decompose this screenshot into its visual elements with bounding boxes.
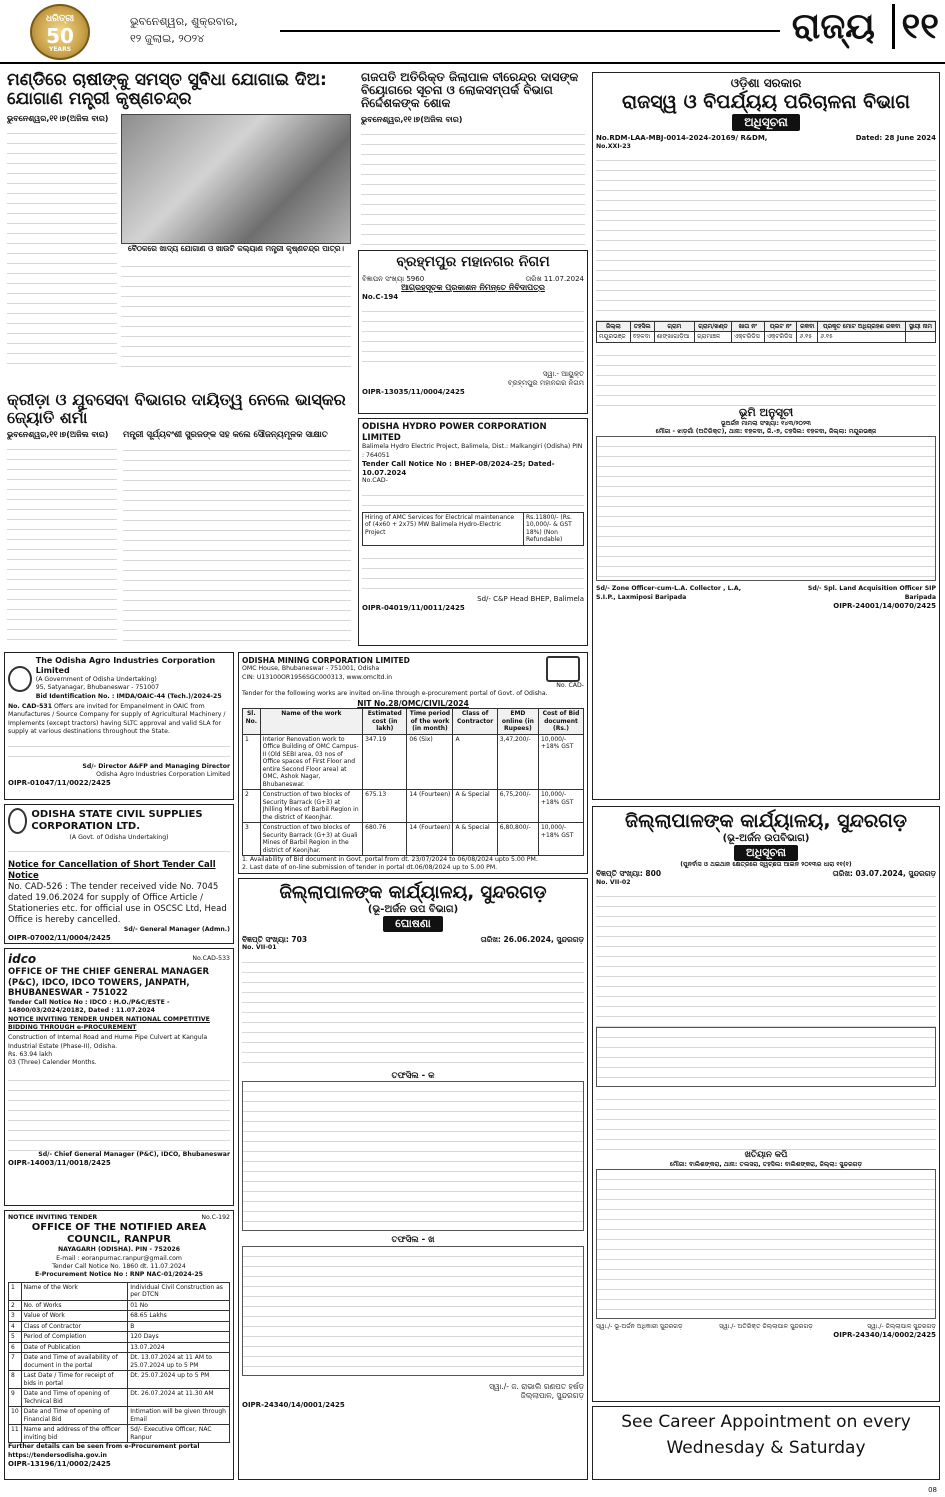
omc-nit: NIT No.28/OMC/CIVIL/2024 bbox=[357, 698, 469, 708]
berhampur-ref: No.C-194 bbox=[362, 293, 399, 302]
story3-subhead: ମନ୍ତ୍ରୀ ସୂର୍ଯ୍ୟବଂଶୀ ସୁରଜଙ୍କ ସହ କଲେ ସୌଜନ୍ୟମୂଳକ ସାକ୍ଷାତ bbox=[123, 430, 328, 441]
omc-cell: 10,000/- +18% GST bbox=[538, 823, 583, 856]
revenue-sign-left: Sd/- Zone Officer-cum-L.A. Collector , L.A, S.I.P., Laxmiposi Baripada bbox=[596, 585, 742, 601]
revenue-date: Dated: 28 June 2024 bbox=[855, 133, 936, 142]
table-row bbox=[243, 734, 584, 790]
story3-body bbox=[7, 440, 117, 645]
story2-dateline: ଭୁବନେଶ୍ୱର,୧୧।୭(ଅଜିଲ ବାର) bbox=[361, 114, 463, 124]
omc-cell: A bbox=[453, 734, 497, 790]
omc-cell: 6,80,800/- bbox=[497, 823, 538, 856]
revenue-col: ପ୍ରକୃତ ମୋଟ ଅଧିଗ୍ରହଣ ରକବା bbox=[818, 321, 906, 332]
ranpur-cell: Period of Completion bbox=[21, 1332, 128, 1343]
story2-body bbox=[361, 125, 585, 245]
footer-page-number: 08 bbox=[928, 1486, 937, 1495]
revenue-banner: ଅଧିସୂଚନା bbox=[732, 114, 800, 131]
oaic-subtitle: (A Government of Odisha Undertaking) bbox=[35, 676, 157, 683]
revenue-code: OIPR-24001/14/0070/2425 bbox=[833, 602, 936, 611]
sundargarh2-body bbox=[596, 887, 936, 1027]
sundargarh2-mouza: ମୌଜା: ବାଲିଶଙ୍କରା, ଥାନା: ତଲସରା, ତହସିଲ: ବାଲିଶଙ୍କରା, ଜିଲ୍ଲା: ସୁନ୍ଦରଗଡ଼ bbox=[669, 1160, 863, 1168]
omc-col-sl: Sl. No. bbox=[243, 709, 261, 735]
ranpur-cell: 11 bbox=[9, 1425, 22, 1443]
sundargarh1-date: ତାରିଖ: 26.06.2024, ସୁନ୍ଦରଗଡ଼ bbox=[480, 934, 584, 944]
berhampur-signatory: ସ୍ୱା.- ଆୟୁକ୍ତ bbox=[542, 370, 584, 378]
omc-cell: 10,000/- +18% GST bbox=[538, 734, 583, 790]
omc-cell: 1 bbox=[243, 734, 261, 790]
berhampur-notice-no: ବିଜ୍ଞାପନ ସଂଖ୍ୟା 5960 bbox=[362, 274, 425, 283]
revenue-body bbox=[596, 151, 936, 321]
sundargarh1-banner: ଘୋଷଣା bbox=[383, 916, 443, 932]
omc-cell: A & Special bbox=[453, 790, 497, 823]
sundargarh1-notice-no: ବିଜ୍ଞପ୍ତି ସଂଖ୍ୟା: 703 bbox=[242, 934, 308, 944]
ranpur-cell: 10 bbox=[9, 1407, 22, 1425]
table-row bbox=[9, 1311, 230, 1322]
omc-col-period: Time period of the work (in month) bbox=[407, 709, 453, 735]
ohpc-work: Hiring of AMC Services for Electrical maintenance of (4x60 + 2x75) MW Balimela Hydro-Electric Project bbox=[363, 512, 524, 545]
ranpur-cell: Date and Time of opening of Technical Bid bbox=[21, 1389, 128, 1407]
revenue-col: ସ୍ଥାୟୀ ନାମ bbox=[906, 321, 936, 332]
story2-headline: ଗଜପତି ଅତିରିକ୍ତ ଜିଲାପାଳ ବୀରେନ୍ଦ୍ର ଦାସଙ୍କ ବିୟୋଗରେ ସୂଚନା ଓ ଲୋକସମ୍ପର୍କ ବିଭାଗ ନିର୍ଦ୍ଦେଶକଙ୍କ ଶୋକ bbox=[361, 70, 579, 111]
ranpur-cell: Dt. 25.07.2024 up to 5 PM bbox=[128, 1371, 230, 1389]
omc-note: 2. Last date of on-line submission of tender in portal dt.06/08/2024 up to 5.00 PM. bbox=[242, 864, 498, 872]
sundargarh1-subtitle: (ଭୂ-ଅର୍ଜନ ଉପ ବିଭାଗ) bbox=[367, 903, 459, 915]
omc-col-emd: EMD online (in Rupees) bbox=[497, 709, 538, 735]
ranpur-cell: No. of Works bbox=[21, 1300, 128, 1311]
story3-dateline: ଭୁବନେଶ୍ୱର,୧୧।୭(ଅଜିଲ ବାର) bbox=[7, 430, 109, 440]
omc-tender-line: Tender for the following works are invited on-line through e-procurement portal of Govt. of Odisha. bbox=[242, 690, 548, 698]
revenue-cell: ୬.୧୫ bbox=[797, 332, 818, 343]
revenue-cell bbox=[906, 332, 936, 343]
revenue-col: ଜିଲ୍ଲା bbox=[597, 321, 631, 332]
logo-text: ଧରିତ୍ରୀ bbox=[45, 14, 75, 24]
revenue-col: ଖାତା ନଂ bbox=[731, 321, 764, 332]
omc-col-doc-cost: Cost of Bid document (Rs.) bbox=[538, 709, 583, 735]
ad-ranpur bbox=[4, 1210, 234, 1480]
story1-body bbox=[7, 124, 117, 364]
ranpur-cell: 3 bbox=[9, 1311, 22, 1322]
ranpur-cell: 9 bbox=[9, 1389, 22, 1407]
sundargarh2-body-cont bbox=[596, 1090, 936, 1150]
revenue-title: ରାଜସ୍ୱ ଓ ବିପର୍ଯ୍ୟୟ ପରିଚାଳନା ବିଭାଗ bbox=[622, 91, 910, 113]
oscsc-logo-icon bbox=[8, 808, 27, 834]
idco-ref: No.CAD-533 bbox=[192, 955, 230, 963]
berhampur-signatory-org: ବ୍ରହ୍ମପୁର ମହାନଗର ନିଗମ bbox=[507, 378, 584, 387]
ranpur-district: NAYAGARH (ODISHA). PIN - 752026 bbox=[57, 1246, 181, 1254]
ranpur-cell: Dt. 26.07.2024 at 11.30 AM bbox=[128, 1389, 230, 1407]
ranpur-cell: 13.07.2024 bbox=[128, 1342, 230, 1353]
sundargarh2-ref: No. VII-02 bbox=[596, 878, 631, 886]
ranpur-cell: Name and address of the officer inviting bid bbox=[21, 1425, 128, 1443]
story1-photo bbox=[121, 114, 351, 244]
ad-omc bbox=[238, 652, 588, 874]
ranpur-cell: 4 bbox=[9, 1321, 22, 1332]
table-row bbox=[9, 1342, 230, 1353]
ad-ohpc bbox=[358, 418, 588, 646]
idco-logo-icon: idco bbox=[8, 952, 37, 966]
omc-col-work: Name of the work bbox=[260, 709, 363, 735]
ranpur-cell: Dt. 13.07.2024 at 11 AM to 25.07.2024 up to 5 PM bbox=[128, 1353, 230, 1371]
sundargarh2-banner: ଅଧିସୂଚନା bbox=[734, 845, 798, 861]
berhampur-subject: ଆଗ୍ରହସୂଚକ ପ୍ରକାଶନ ନିମନ୍ତେ ନିବିଦାପତ୍ର bbox=[401, 283, 545, 293]
ohpc-title: ODISHA HYDRO POWER CORPORATION LIMITED bbox=[362, 422, 547, 443]
ranpur-cell: B bbox=[128, 1321, 230, 1332]
sundargarh1-schedule-a-table bbox=[242, 1081, 584, 1231]
table-row bbox=[9, 1321, 230, 1332]
ad-idco bbox=[4, 948, 234, 1206]
ranpur-cell: 1 bbox=[9, 1282, 22, 1300]
revenue-cell: ଏକ୍ଟରିଡିସ bbox=[731, 332, 764, 343]
sundargarh2-code: OIPR-24340/14/0002/2425 bbox=[833, 1331, 936, 1340]
sundargarh1-title: ଜିଲ୍ଲାପାଳଙ୍କ କାର୍ଯ୍ୟାଳୟ, ସୁନ୍ଦରଗଡ଼ bbox=[279, 882, 547, 903]
berhampur-body bbox=[362, 302, 584, 370]
story-farmers-mandi bbox=[4, 68, 354, 384]
ohpc-sign: Sd/- C&P Head BHEP, Balimela bbox=[477, 594, 584, 603]
omc-table bbox=[242, 708, 584, 856]
idco-title: OFFICE OF THE CHIEF GENERAL MANAGER (P&C), IDCO, IDCO TOWERS, JANPATH, BHUBANESWAR - 751022 bbox=[8, 967, 210, 999]
oscsc-contact bbox=[8, 842, 230, 860]
sundargarh2-sign1: ସ୍ୱା./- ଭୂ-ଅର୍ଜନ ଅଧିକାରୀ ସୁନ୍ଦରଗଡ଼ bbox=[596, 1323, 683, 1331]
dateline-date: ୧୨ ଜୁଲାଇ, ୨୦୨୪ bbox=[130, 31, 205, 45]
ranpur-email: E-mail : eoranpurnac.ranpur@gmail.com bbox=[56, 1254, 182, 1262]
sundargarh2-date: ତାରିଖ: 03.07.2024, ସୁନ୍ଦରଗଡ଼ bbox=[832, 869, 936, 879]
omc-cell: 3 bbox=[243, 823, 261, 856]
oaic-body: Offers are invited for Empanelment in OAIC from Manufactures / Source Company for supply of Agricultural Machinery / Implements (except tractors) having SLTC approval and valid SLA for supply at various destinations throughout the State. bbox=[8, 703, 226, 736]
omc-cell: 2 bbox=[243, 790, 261, 823]
oaic-body-cont bbox=[8, 737, 230, 763]
table-row bbox=[9, 1371, 230, 1389]
page-number: ୧୧ bbox=[892, 4, 939, 49]
table-row bbox=[9, 1389, 230, 1407]
ranpur-cell: Sd/- Executive Officer, NAC Ranpur bbox=[128, 1425, 230, 1443]
revenue-sign-right: Sd/- Spl. Land Acquisition Officer SIP Baripada bbox=[807, 585, 936, 601]
sundargarh2-sign2: ସ୍ୱା./- ଅତିରିକ୍ତ ଜିଲ୍ଲାପାଳ ସୁନ୍ଦରଗଡ଼ bbox=[719, 1323, 813, 1331]
revenue-mouza: ମୌଜା - ଝାଡ଼ଗାଁ (ଅତିରିକ୍ତ), ଥାନା: ବହଳଦା, ଜି.-୭, ତହସିଲ: ବହଳଦା, ଜିଲ୍ଲା: ମୟୂରଭଞ୍ଜ bbox=[655, 428, 877, 436]
ranpur-ref: No.C-192 bbox=[201, 1214, 230, 1221]
omc-cell: Construction of two blocks of Security Barrack (G+3) at Jhilling Mines of Barbil Region in the district of Keonjhar. bbox=[260, 790, 363, 823]
revenue-table bbox=[596, 321, 936, 343]
ranpur-cell: Last Date / Time for receipt of bids in portal bbox=[21, 1371, 128, 1389]
masthead bbox=[0, 0, 945, 64]
table-row bbox=[9, 1425, 230, 1443]
ohpc-notice: Tender Call Notice No : BHEP-08/2024-25; Dated-10.07.2024 bbox=[362, 459, 555, 477]
ranpur-cell: 8 bbox=[9, 1371, 22, 1389]
story1-body-cont bbox=[121, 257, 351, 369]
ohpc-code: OIPR-04019/11/0011/2425 bbox=[362, 603, 465, 612]
ranpur-cell: Intimation will be given through Email bbox=[128, 1407, 230, 1425]
omc-cell: Construction of two blocks of Security Barrack (G+3) at Guali Mines of Barbil Region in the district of Keonjhar. bbox=[260, 823, 363, 856]
ranpur-cell: Date and Time of availability of document in the portal bbox=[21, 1353, 128, 1371]
oscsc-sign: Sd/- General Manager (Admn.) bbox=[123, 925, 230, 933]
omc-col-cost: Estimated cost (in lakh) bbox=[363, 709, 407, 735]
ranpur-cell: 120 Days bbox=[128, 1332, 230, 1343]
revenue-cell: ଗ୍ରାମାଞ୍ଚଳ bbox=[695, 332, 732, 343]
ranpur-table bbox=[8, 1282, 230, 1444]
oaic-sign-org: Odisha Agro Industries Corporation Limited bbox=[96, 770, 230, 778]
table-row bbox=[9, 1282, 230, 1300]
omc-cell: 14 (Fourteen) bbox=[407, 790, 453, 823]
career-line2: Wednesday & Saturday bbox=[666, 1437, 866, 1458]
ranpur-cell: Class of Contractor bbox=[21, 1321, 128, 1332]
logo-number: 50 bbox=[46, 24, 74, 48]
idco-sign: Sd/- Chief General Manager (P&C), IDCO, Bhubaneswar bbox=[38, 1150, 230, 1158]
table-row bbox=[9, 1407, 230, 1425]
table-row bbox=[597, 332, 936, 343]
oscsc-code: OIPR-07002/11/0004/2425 bbox=[8, 934, 111, 943]
story1-headline: ମଣ୍ଡିରେ ଚାଷୀଙ୍କୁ ସମସ୍ତ ସୁବିଧା ଯୋଗାଇ ଦିଅ: ଯୋଗାଣ ମନ୍ତ୍ରୀ କୃଷ୍ଣଚନ୍ଦ୍ର bbox=[7, 70, 327, 109]
career-line1: See Career Appointment on every bbox=[621, 1412, 911, 1432]
idco-cost: Rs. 63.94 lakh bbox=[8, 1051, 53, 1059]
omc-title: ODISHA MINING CORPORATION LIMITED bbox=[242, 656, 410, 665]
omc-ref: No. CAD- bbox=[556, 682, 584, 689]
sundargarh1-schedule-b: ତଫସିଲ - ଖ bbox=[391, 1235, 435, 1246]
ranpur-code: OIPR-13196/11/0002/2425 bbox=[8, 1460, 111, 1469]
oaic-ref: No. CAD-531 bbox=[8, 703, 52, 711]
revenue-col: ତହସିଲ bbox=[630, 321, 654, 332]
berhampur-date: ତାରିଖ 11.07.2024 bbox=[525, 274, 584, 283]
table-row bbox=[9, 1332, 230, 1343]
oaic-bid-id: Bid Identification No. : IMDA/OAIC-44 (Tech.)/2024-25 bbox=[35, 692, 222, 700]
sundargarh2-khatian: ଖତିୟାନ କପି bbox=[744, 1150, 788, 1161]
revenue-col: ଗ୍ରାମ bbox=[654, 321, 694, 332]
newspaper-logo bbox=[30, 4, 90, 60]
revenue-annex-table bbox=[596, 436, 936, 581]
sundargarh2-notice-no: ବିଜ୍ଞପ୍ତି ସଂଖ୍ୟା: 800 bbox=[596, 869, 662, 879]
sundargarh1-code: OIPR-24340/14/0001/2425 bbox=[242, 1400, 345, 1409]
story-gajapati-condolence bbox=[358, 68, 588, 246]
oscsc-subtitle: (A Govt. of Odisha Undertaking) bbox=[69, 834, 169, 841]
table-row bbox=[9, 1300, 230, 1311]
oscsc-title: ODISHA STATE CIVIL SUPPLIES CORPORATION LTD. bbox=[31, 808, 203, 832]
ranpur-footer: Further details can be seen from e-Procurement portal https://tendersodisha.gov.in bbox=[8, 1443, 200, 1459]
omc-cell: 06 (Six) bbox=[407, 734, 453, 790]
ranpur-cell: 5 bbox=[9, 1332, 22, 1343]
idco-work: Construction of Internal Road and Hume Pipe Culvert at Kangula Industrial Estate (Phase-II), Odisha. bbox=[8, 1034, 208, 1050]
career-box bbox=[592, 1406, 940, 1480]
ohpc-address: Balimela Hydro Electric Project, Balimela, Dist.: Malkangiri (Odisha) PIN : 764051 bbox=[362, 443, 583, 459]
sundargarh1-body bbox=[242, 953, 584, 1071]
revenue-col: ରକବା bbox=[797, 321, 818, 332]
ranpur-notice-label: NOTICE INVITING TENDER bbox=[8, 1214, 98, 1221]
ad-sundargarh-notification bbox=[592, 806, 940, 1402]
revenue-col: ପ୍ଲଟ ନଂ bbox=[764, 321, 797, 332]
revenue-ref: No.XXI-23 bbox=[596, 142, 631, 150]
revenue-annex-title: ଭୂମି ଅନୁସୂଚୀ bbox=[738, 405, 794, 419]
ranpur-notice-no: Tender Call Notice No. 1860 dt. 11.07.2024 bbox=[52, 1263, 186, 1271]
ranpur-ep-no: E-Procurement Notice No : RNP NAC-01/2024-25 bbox=[35, 1271, 203, 1279]
ad-revenue-disaster bbox=[592, 72, 940, 800]
omc-note bbox=[242, 873, 584, 874]
ranpur-title: OFFICE OF THE NOTIFIED AREA COUNCIL, RANPUR bbox=[31, 1222, 207, 1246]
omc-cell: 347.19 bbox=[363, 734, 407, 790]
omc-note: 1. Availability of Bid document in Govt. portal from dt. 23/07/2024 to 06/08/2024 upto 5.00 PM. bbox=[242, 856, 538, 864]
story1-dateline: ଭୁବନେଶ୍ୱର,୧୧।୭(ଅଜିଲ ବାର) bbox=[7, 114, 109, 124]
ad-sundargarh-declaration bbox=[238, 878, 588, 1480]
sundargarh1-sign-org: ଜିଲ୍ଲାପାଳ, ସୁନ୍ଦରଗଡ଼ bbox=[520, 1391, 584, 1401]
logo-years: YEARS bbox=[48, 46, 72, 53]
ranpur-cell: Date and Time of opening of Financial Bid bbox=[21, 1407, 128, 1425]
idco-head: NOTICE INVITING TENDER UNDER NATIONAL COMPETITIVE BIDDING THROUGH e-PROCUREMENT bbox=[8, 1015, 210, 1031]
revenue-cell: ଏକ୍ଟରିଡିସ bbox=[764, 332, 797, 343]
sundargarh1-ref: No. VII-01 bbox=[242, 944, 277, 952]
ranpur-cell: Date of Publication bbox=[21, 1342, 128, 1353]
berhampur-title: ବ୍ରହ୍ମପୁର ମହାନଗର ନିଗମ bbox=[396, 254, 550, 270]
sundargarh2-subtitle: (ଭୂ-ଅର୍ଜନ ଉପବିଭାଗ) bbox=[722, 832, 810, 844]
revenue-annex-no: ଭୂଅର୍ଜନ ମାମଲା ସଂଖ୍ୟା: ୧୪୩/୨୦୨୩ bbox=[721, 419, 811, 427]
oaic-code: OIPR-01047/11/0022/2425 bbox=[8, 779, 111, 788]
idco-period: 03 (Three) Calender Months. bbox=[8, 1059, 97, 1067]
ohpc-emd: Rs.11800/- (Rs. 10,000/- & GST 18%) (Non Refundable) bbox=[524, 512, 584, 545]
berhampur-code: OIPR-13035/11/0004/2425 bbox=[362, 387, 465, 396]
oaic-title: The Odisha Agro Industries Corporation Limited bbox=[35, 656, 216, 675]
ranpur-cell: 68.65 Lakhs bbox=[128, 1311, 230, 1322]
revenue-cell: ୬.୧୫ bbox=[818, 332, 906, 343]
omc-cell: 10,000/- +18% GST bbox=[538, 790, 583, 823]
ohpc-terms bbox=[362, 549, 584, 595]
revenue-cell: ମୟୂରଭଞ୍ଜ bbox=[597, 332, 631, 343]
ohpc-ref: No.CAD- bbox=[362, 477, 388, 485]
ranpur-cell: 01 No bbox=[128, 1300, 230, 1311]
sundargarh2-section-line: (ପୁନର୍ବାସ ଓ ଥଇଥାନ କ୍ଷେତ୍ରରେ ସ୍ୱଚ୍ଛତା ଆଇନ ୨୦୧୩ର ଧାରା ୧୧(୧) bbox=[680, 861, 852, 869]
revenue-gov: ଓଡ଼ିଶା ସରକାର bbox=[730, 76, 802, 90]
omc-cell: 675.13 bbox=[363, 790, 407, 823]
sundargarh2-title: ଜିଲ୍ଲାପାଳଙ୍କ କାର୍ଯ୍ୟାଳୟ, ସୁନ୍ଦରଗଡ଼ bbox=[625, 810, 907, 832]
sundargarh2-table bbox=[596, 1027, 936, 1087]
story1-caption: ବୈଠକରେ ଖାଦ୍ୟ ଯୋଗାଣ ଓ ଖାଉଟି କଲ୍ୟାଣ ମନ୍ତ୍ରୀ କୃଷ୍ଣଚନ୍ଦ୍ର ପାତ୍ର। bbox=[128, 244, 344, 254]
dateline-day: ଭୁବନେଶ୍ୱର, ଶୁକ୍ରବାର, bbox=[130, 15, 238, 28]
masthead-rule bbox=[280, 30, 780, 32]
omc-cell: 680.76 bbox=[363, 823, 407, 856]
sundargarh2-sign3: ସ୍ୱା./- ଜିଲ୍ଲାପାଳ ସୁନ୍ଦରଗଡ଼ bbox=[867, 1323, 936, 1331]
revenue-no: No.RDM-LAA-MBJ-0014-2024-20169/ R&DM, bbox=[596, 133, 768, 142]
omc-cell: Interior Renovation work to Office Building of OMC Campus-II (Old SEBI area, 03 nos of Office spaces of First Floor and entire Second Floor area) at OMC, Ashok Nagar, Bhubaneswar. bbox=[260, 734, 363, 790]
ranpur-cell: Name of the Work bbox=[21, 1282, 128, 1300]
omc-cell: 3,47,200/- bbox=[497, 734, 538, 790]
omc-cell: 14 (Fourteen) bbox=[407, 823, 453, 856]
section-title: ରାଜ୍ୟ bbox=[791, 6, 875, 47]
sundargarh1-schedule-b-table bbox=[242, 1246, 584, 1376]
ranpur-cell: Value of Work bbox=[21, 1311, 128, 1322]
ad-berhampur bbox=[358, 250, 588, 414]
ranpur-cell: 7 bbox=[9, 1353, 22, 1371]
omc-logo-icon bbox=[546, 656, 580, 682]
idco-table-area bbox=[8, 1071, 230, 1151]
sundargarh2-khatian-table bbox=[596, 1169, 936, 1319]
omc-cell: A & Special bbox=[453, 823, 497, 856]
omc-address: OMC House, Bhubaneswar - 751001, Odisha bbox=[242, 665, 380, 673]
ranpur-cell: 6 bbox=[9, 1342, 22, 1353]
story-sports-minister bbox=[4, 388, 354, 646]
ohpc-table bbox=[362, 512, 584, 546]
omc-cin: CIN: U13100OR1956SGC000313, www.omcltd.in bbox=[242, 673, 393, 681]
story3-body-cont bbox=[123, 441, 351, 641]
revenue-cell: ବହଳଦା bbox=[630, 332, 654, 343]
idco-code: OIPR-14003/11/0018/2425 bbox=[8, 1159, 111, 1168]
oaic-address: 95, Satyanagar, Bhubaneswar - 751007 bbox=[35, 684, 160, 692]
story3-headline: କ୍ରୀଡ଼ା ଓ ଯୁବସେବା ବିଭାଗର ଦାୟିତ୍ୱ ନେଲେ ଭାସ୍କର ଜ୍ୟୋତି ଶର୍ମା bbox=[7, 390, 346, 427]
oscsc-notice-head: Notice for Cancellation of Short Tender Call Notice bbox=[8, 860, 216, 881]
table-row bbox=[243, 823, 584, 856]
ad-oscsc bbox=[4, 804, 234, 944]
ohpc-intro bbox=[362, 486, 584, 512]
sundargarh1-schedule-a: ତଫସିଲ - କ bbox=[391, 1070, 435, 1081]
ad-oaic bbox=[4, 652, 234, 800]
omc-col-class: Class of Contractor bbox=[453, 709, 497, 735]
omc-cell: 6,75,200/- bbox=[497, 790, 538, 823]
ranpur-cell: 2 bbox=[9, 1300, 22, 1311]
sundargarh1-sign: ସ୍ୱା./- ଜ. ରାଭାଲି ଗଣପତ ହର୍ଷଡ଼ bbox=[489, 1381, 584, 1391]
oaic-sign: Sd/- Director A&FP and Managing Director bbox=[82, 762, 230, 770]
idco-tender-no: Tender Call Notice No : IDCO : H.O./P&C/ESTE - 14800/03/2024/20182, Dated : 11.07.2024 bbox=[8, 998, 170, 1015]
table-row bbox=[9, 1353, 230, 1371]
oscsc-body: No. CAD-526 : The tender received vide No. 7045 dated 19.06.2024 for supply of Office Article / Stationeries etc. for official use in OSCSC Ltd, Head Office is hereby cancelled. bbox=[8, 881, 227, 925]
dateline bbox=[130, 14, 270, 47]
revenue-cell: ଶାଙ୍ଖାଗାଡ଼ିଆ bbox=[654, 332, 694, 343]
revenue-col: ଗ୍ରାମ/ଖଣ୍ଡ bbox=[695, 321, 732, 332]
ranpur-cell: Individual Civil Construction as per DTCN bbox=[128, 1282, 230, 1300]
revenue-body-cont bbox=[596, 346, 936, 406]
oaic-logo-icon bbox=[8, 666, 32, 692]
table-row bbox=[243, 790, 584, 823]
